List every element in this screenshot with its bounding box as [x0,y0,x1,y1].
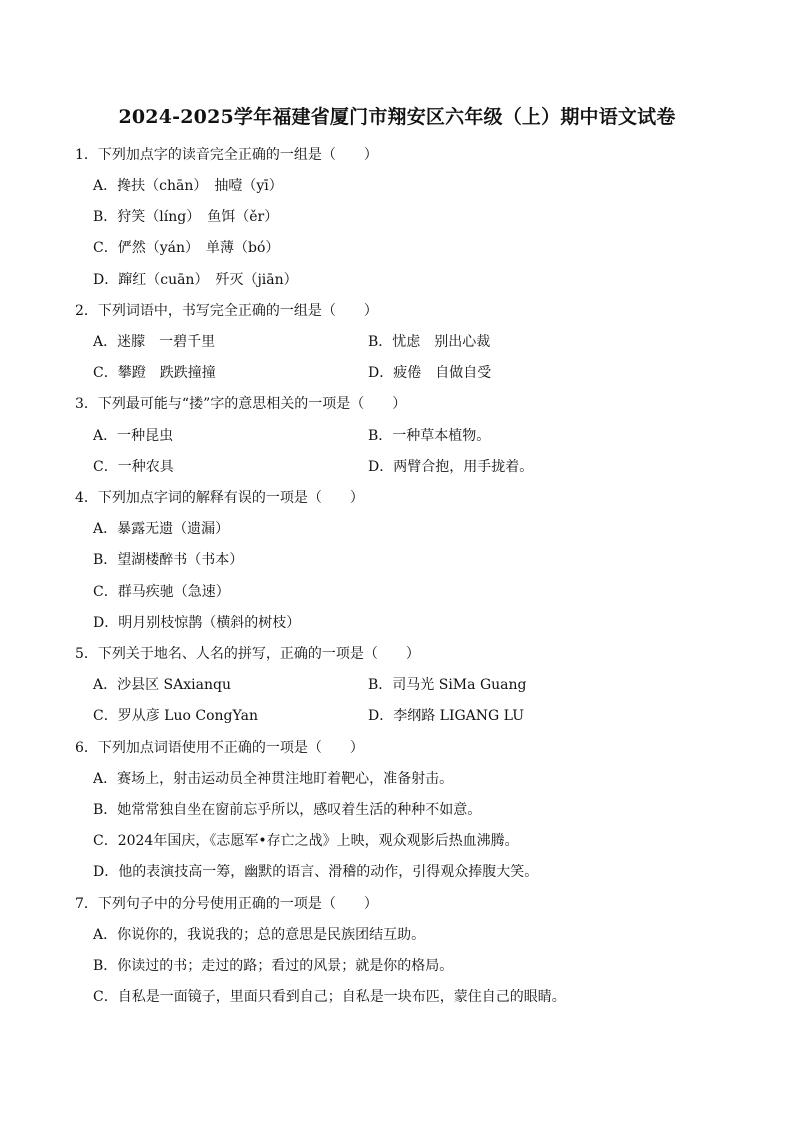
question-6-option-d: D．他的表演技高一筹，幽默的语言、滑稽的动作，引得观众捧腹大笑。 [93,864,539,880]
question-3-stem: 3．下列最可能与“搂”字的意思相关的一项是（ ） [75,396,407,412]
question-3-option-c: C．一种农具 [93,459,174,475]
question-6-stem: 6．下列加点词语使用不正确的一项是（ ） [75,740,364,756]
question-5-stem: 5．下列关于地名、人名的拼写，正确的一项是（ ） [75,646,420,662]
question-1-option-b: B．狩笑（líng） 鱼饵（ěr） [93,209,279,225]
question-2-option-a: A．迷朦 一碧千里 [93,334,216,350]
question-7-stem: 7．下列句子中的分号使用正确的一项是（ ） [75,896,378,912]
question-7-option-c: C．自私是一面镜子，里面只看到自己；自私是一块布匹，蒙住自己的眼睛。 [93,989,566,1005]
question-5-option-a: A．沙县区 SAxianqu [93,677,231,693]
question-7-option-b: B．你读过的书；走过的路；看过的风景；就是你的格局。 [93,958,454,974]
question-3-option-d: D．两臂合抱，用手拢着。 [368,459,534,475]
question-3-option-a: A．一种昆虫 [93,428,174,444]
question-1-stem: 1．下列加点字的读音完全正确的一组是（ ） [75,147,378,163]
question-2-option-c: C．攀蹬 跌跌撞撞 [93,365,216,381]
question-4-option-c: C．群马疾驰（急速） [93,584,230,600]
question-5-option-b: B．司马光 SiMa Guang [368,677,527,693]
question-4-stem: 4．下列加点字词的解释有误的一项是（ ） [75,490,364,506]
question-6-option-c: C．2024年国庆，《志愿军•存亡之战》上映，观众观影后热血沸腾。 [93,833,519,849]
question-1-option-d: D．蹿红（cuān） 歼灭（jiān） [93,272,298,288]
question-1-option-a: A．搀扶（chān） 抽噎（yī） [93,178,283,194]
question-4-option-b: B．望湖楼醉书（书本） [93,552,244,568]
question-6-option-a: A．赛场上，射击运动员全神贯注地盯着靶心，准备射击。 [93,771,454,787]
question-7-option-a: A．你说你的，我说我的；总的意思是民族团结互助。 [93,927,426,943]
exam-title: 2024-2025学年福建省厦门市翔安区六年级（上）期中语文试卷 [118,106,676,128]
question-5-option-d: D．李纲路 LIGANG LU [368,708,525,724]
question-5-option-c: C．罗从彦 Luo CongYan [93,708,258,724]
question-4-option-a: A．暴露无遗（遗漏） [93,521,230,537]
question-1-option-c: C．俨然（yán） 单薄（bó） [93,240,280,256]
question-2-option-d: D．疲倦 自做自受 [368,365,492,381]
question-6-option-b: B．她常常独自坐在窗前忘乎所以，感叹着生活的种种不如意。 [93,802,482,818]
question-2-stem: 2．下列词语中，书写完全正确的一组是（ ） [75,303,378,319]
question-2-option-b: B．忧虑 别出心裁 [368,334,491,350]
question-4-option-d: D．明月别枝惊鹊（横斜的树枝） [93,615,301,631]
question-3-option-b: B．一种草本植物。 [368,428,491,444]
